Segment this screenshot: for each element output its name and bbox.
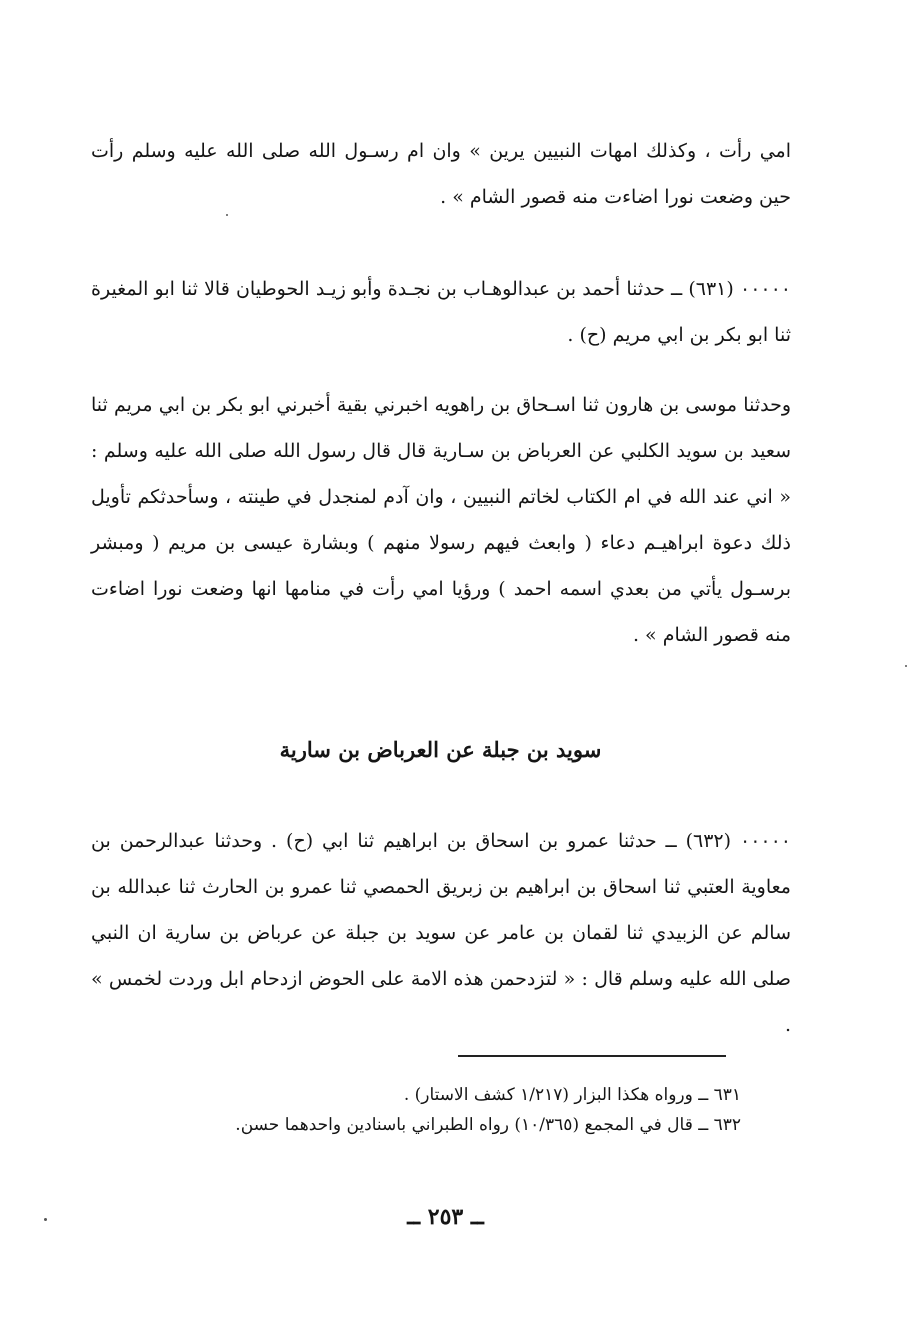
paragraph-intro-continuation: امي رأت ، وكذلك امهات النبيين يرين » وان ام رسـول الله صلى الله عليه وسلم رأت حين وضعت نورا اضاءت منه قصور الشام » .: [91, 140, 791, 208]
footnote-632: ٦٣٢ ــ قال في المجمع (١٠/٣٦٥) رواه الطبراني باسنادين واحدهما حسن.: [235, 1115, 741, 1135]
paragraph-hadith-631-chain: ٠٠٠٠٠ (٦٣١) ــ حدثنا أحمد بن عبدالوهـاب بن نجـدة وأبو زيـد الحوطيان قالا ثنا ابو المغيرة ثنا ابو بكر بن ابي مريم (ح) .: [91, 278, 792, 346]
footnote-divider: [458, 1055, 726, 1057]
page-number: ــ ٢٥٣ ــ: [407, 1204, 484, 1230]
scan-speck: [44, 1218, 47, 1221]
footnotes: [101, 1080, 741, 1140]
scan-speck: [226, 214, 228, 216]
section-heading: سويد بن جبلة عن العرباض بن سارية: [279, 737, 602, 762]
paragraph-hadith-631-text: وحدثنا موسى بن هارون ثنا اسـحاق بن راهويه اخبرني بقية أخبرني ابو بكر بن ابي مريم ثنا سعيد بن سويد الكلبي عن العرباض بن سـارية قال قال رسول الله صلى الله عليه وسلم : « اني عند الله في ام الكتاب لخاتم النبيين ، وان آدم لمنجدل في طينته ، وسأحدثكم تأويل ذلك دعوة ابراهيـم دعاء ( وابعث فيهم رسولا منهم ) وبشارة عيسى بن مريم ( ومبشر برسـول يأتي من بعدي اسمه احمد ) ورؤيا امي رأت في منامها انها وضعت نورا اضاءت منه قصور الشام » .: [91, 394, 791, 646]
scan-speck: [905, 665, 907, 667]
footnote-631: ٦٣١ ــ ورواه هكذا البزار (١/٢١٧ كشف الاستار) .: [403, 1085, 741, 1105]
paragraph-hadith-632: ٠٠٠٠٠ (٦٣٢) ــ حدثنا عمرو بن اسحاق بن ابراهيم ثنا ابي (ح) . وحدثنا عبدالرحمن بن معاوية العتبي ثنا اسحاق بن ابراهيم بن زبريق الحمصي ثنا عمرو بن الحارث ثنا عبدالله بن سالم عن الزبيدي ثنا لقمان بن عامر عن سويد بن جبلة عن عرباض بن سارية ان النبي صلى الله عليه وسلم قال : « لتزدحمن هذه الامة على الحوض ازدحام ابل وردت لخمس » .: [91, 830, 792, 1036]
